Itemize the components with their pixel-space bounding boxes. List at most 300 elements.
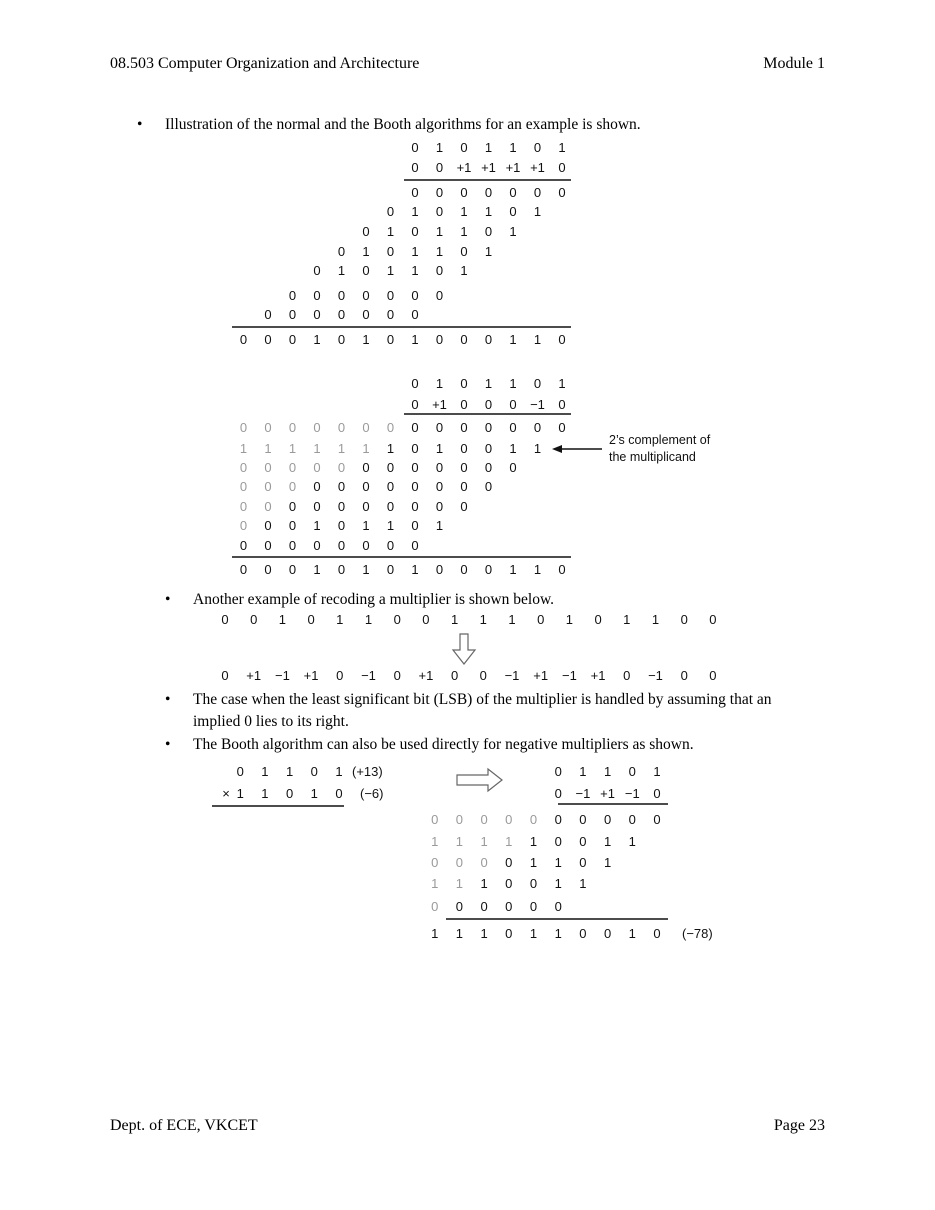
partial-product-digit: 0 xyxy=(509,185,517,200)
multiplier-digit: 1 xyxy=(651,612,660,627)
booth-row-digit: 0 xyxy=(484,420,493,435)
figure-normal-multiplication xyxy=(232,140,571,347)
booth-row-digit: 0 xyxy=(554,812,562,827)
booth-row-digit: 0 xyxy=(455,899,464,914)
product-digit: 0 xyxy=(558,562,566,577)
product-digit: 0 xyxy=(239,562,248,577)
multiplicand-digit: 1 xyxy=(509,140,517,155)
product-digit: 0 xyxy=(653,926,661,941)
multiplier-digit: 1 xyxy=(278,612,287,627)
booth-row-digit: 0 xyxy=(579,834,587,849)
booth-row-digit: 1 xyxy=(480,876,488,891)
product-value: (−78) xyxy=(682,926,713,941)
multiplier-digit: 0 xyxy=(411,160,419,175)
multiplier-digit: 1 xyxy=(565,612,574,627)
note-twos-complement: 2’s complement of xyxy=(609,433,711,447)
partial-product-digit: 1 xyxy=(460,263,468,278)
product-digit: 1 xyxy=(362,562,370,577)
booth-row-digit: 0 xyxy=(579,855,587,870)
booth-row-digit: 0 xyxy=(484,460,493,475)
product-digit: 0 xyxy=(264,332,272,347)
booth-row-digit: 0 xyxy=(362,499,370,514)
booth-row-digit: 0 xyxy=(579,812,587,827)
booth-row-digit: 1 xyxy=(455,834,464,849)
partial-product-digit: 0 xyxy=(558,185,566,200)
booth-row-digit: 0 xyxy=(239,479,248,494)
multiplier-digit: +1 xyxy=(432,397,447,412)
recoded-digit: 0 xyxy=(336,668,344,683)
booth-row-digit: 0 xyxy=(435,499,444,514)
booth-row-digit: 0 xyxy=(411,538,419,553)
booth-row-digit: 1 xyxy=(362,441,370,456)
product-digit: 0 xyxy=(337,562,346,577)
booth-multiplier-digit: 0 xyxy=(554,786,562,801)
product-digit: 0 xyxy=(386,562,395,577)
booth-row-digit: 0 xyxy=(455,855,464,870)
booth-row-digit: 0 xyxy=(435,479,444,494)
recoded-digit: 0 xyxy=(221,668,229,683)
recoded-digit: 0 xyxy=(623,668,631,683)
booth-row-digit: 1 xyxy=(480,834,488,849)
booth-row-digit: 0 xyxy=(411,499,419,514)
bullet-text: Illustration of the normal and the Booth algorithms for an example is shown. xyxy=(165,116,641,133)
header-course-title: 08.503 Computer Organization and Architecture xyxy=(110,55,420,72)
multiplicand-digit: 1 xyxy=(558,140,566,155)
recoded-digit: 0 xyxy=(709,668,717,683)
booth-row-digit: 0 xyxy=(288,479,297,494)
product-digit: 1 xyxy=(533,562,542,577)
multiplier-digit: +1 xyxy=(530,160,545,175)
partial-product-digit: 0 xyxy=(386,204,395,219)
booth-row-digit: 0 xyxy=(264,499,272,514)
partial-product-digit: 1 xyxy=(435,224,444,239)
booth-multiplicand-digit: 0 xyxy=(554,764,562,779)
booth-row-digit: 0 xyxy=(288,420,297,435)
multiplier-digit: 0 xyxy=(285,786,294,801)
booth-row-digit: 0 xyxy=(264,479,272,494)
booth-multiplier-digit: −1 xyxy=(624,786,640,801)
multiplier-digit: 0 xyxy=(250,612,258,627)
bullet-glyph: • xyxy=(165,736,171,753)
multiplier-digit: 0 xyxy=(422,612,430,627)
multiplier-digit: 0 xyxy=(221,612,229,627)
booth-row-digit: 0 xyxy=(480,899,488,914)
booth-row-digit: 1 xyxy=(362,518,370,533)
partial-product-digit: 0 xyxy=(386,307,395,322)
product-digit: 1 xyxy=(480,926,488,941)
recoded-digit: −1 xyxy=(361,668,376,683)
multiplier-digit: 1 xyxy=(364,612,373,627)
booth-row-digit: 0 xyxy=(533,420,542,435)
booth-row-digit: 0 xyxy=(362,538,370,553)
product-digit: 1 xyxy=(411,332,419,347)
booth-row-digit: 0 xyxy=(239,460,248,475)
partial-product-digit: 0 xyxy=(288,288,297,303)
booth-row-digit: 0 xyxy=(460,460,468,475)
booth-row-digit: 0 xyxy=(411,420,419,435)
booth-row-digit: 0 xyxy=(484,441,493,456)
booth-multiplicand-digit: 0 xyxy=(628,764,636,779)
multiplier-digit: −1 xyxy=(530,397,545,412)
recoded-digit: −1 xyxy=(504,668,520,683)
multiplier-digit: 0 xyxy=(393,612,401,627)
multiplicand-digit: 1 xyxy=(285,764,294,779)
multiplier-digit: 0 xyxy=(537,612,545,627)
booth-row-digit: 0 xyxy=(313,460,321,475)
booth-row-digit: 0 xyxy=(288,499,297,514)
booth-row-digit: 0 xyxy=(337,499,346,514)
booth-row-digit: 0 xyxy=(264,538,272,553)
partial-product-digit: 0 xyxy=(411,224,419,239)
product-digit: 0 xyxy=(603,926,612,941)
booth-row-digit: 0 xyxy=(239,538,248,553)
partial-product-digit: 1 xyxy=(386,263,395,278)
booth-row-digit: 0 xyxy=(460,441,468,456)
booth-row-digit: 0 xyxy=(386,538,395,553)
booth-row-digit: 0 xyxy=(460,420,468,435)
booth-row-digit: 0 xyxy=(558,420,566,435)
booth-row-digit: 0 xyxy=(362,420,370,435)
multiplicand-digit: 0 xyxy=(460,376,468,391)
booth-multiplier-digit: −1 xyxy=(575,786,591,801)
multiplicand-digit: 1 xyxy=(335,764,343,779)
multiplier-digit: 0 xyxy=(558,160,566,175)
times-sign: × xyxy=(222,786,230,801)
booth-row-digit: 1 xyxy=(288,441,297,456)
product-digit: 0 xyxy=(386,332,395,347)
product-digit: 1 xyxy=(313,562,321,577)
booth-row-digit: 0 xyxy=(603,812,612,827)
header-module: Module 1 xyxy=(763,55,825,72)
booth-row-digit: 0 xyxy=(337,420,346,435)
partial-product-digit: 1 xyxy=(362,244,370,259)
booth-row-digit: 0 xyxy=(239,499,248,514)
partial-product-digit: 0 xyxy=(484,185,493,200)
partial-product-digit: 1 xyxy=(460,204,468,219)
partial-product-digit: 0 xyxy=(460,244,468,259)
partial-product-digit: 0 xyxy=(533,185,542,200)
product-digit: 0 xyxy=(435,332,444,347)
booth-row-digit: 0 xyxy=(411,441,419,456)
multiplicand-digit: 1 xyxy=(484,376,493,391)
product-digit: 1 xyxy=(509,562,517,577)
partial-product-digit: 1 xyxy=(411,204,419,219)
partial-product-digit: 0 xyxy=(337,307,346,322)
partial-product-digit: 0 xyxy=(435,263,444,278)
booth-row-digit: 0 xyxy=(628,812,636,827)
bullet-glyph: • xyxy=(165,591,171,608)
product-digit: 0 xyxy=(435,562,444,577)
booth-row-digit: 0 xyxy=(239,518,248,533)
multiplier-digit: 0 xyxy=(594,612,602,627)
bullet-text: The Booth algorithm can also be used directly for negative multipliers as shown. xyxy=(193,736,694,753)
partial-product-digit: 0 xyxy=(337,244,346,259)
recoded-digit: −1 xyxy=(561,668,577,683)
partial-product-digit: 0 xyxy=(386,244,395,259)
multiplicand-digit: 0 xyxy=(236,764,244,779)
multiplier-digit: 1 xyxy=(508,612,516,627)
partial-product-digit: 0 xyxy=(362,307,370,322)
multiplier-digit: 1 xyxy=(450,612,459,627)
multiplier-digit: 0 xyxy=(335,786,343,801)
booth-row-digit: 1 xyxy=(431,834,439,849)
booth-row-digit: 1 xyxy=(435,441,444,456)
booth-row-digit: 0 xyxy=(460,479,468,494)
multiplier-digit: 1 xyxy=(623,612,631,627)
bullet-glyph: • xyxy=(137,116,143,133)
partial-product-digit: 0 xyxy=(484,224,493,239)
multiplicand-digit: 0 xyxy=(533,376,542,391)
booth-row-digit: 0 xyxy=(411,518,419,533)
partial-product-digit: 1 xyxy=(460,224,468,239)
partial-product-digit: 1 xyxy=(484,204,493,219)
recoded-digit: 0 xyxy=(393,668,401,683)
recoded-digit: −1 xyxy=(648,668,663,683)
booth-row-digit: 0 xyxy=(337,460,346,475)
product-digit: 0 xyxy=(239,332,248,347)
booth-row-digit: 0 xyxy=(460,499,468,514)
product-digit: 0 xyxy=(579,926,587,941)
booth-row-digit: 1 xyxy=(455,876,464,891)
multiplicand-value: (+13) xyxy=(352,764,383,779)
booth-row-digit: 0 xyxy=(509,460,517,475)
multiplier-digit: 0 xyxy=(307,612,315,627)
multiplier-digit: 1 xyxy=(310,786,318,801)
booth-row-digit: 0 xyxy=(288,460,297,475)
booth-row-digit: 0 xyxy=(480,855,488,870)
booth-row-digit: 0 xyxy=(386,479,395,494)
booth-row-digit: 0 xyxy=(505,876,513,891)
figure-negative-multiplier xyxy=(212,764,713,941)
booth-row-digit: 0 xyxy=(313,420,321,435)
partial-product-digit: 1 xyxy=(509,224,517,239)
product-digit: 1 xyxy=(529,926,538,941)
booth-multiplicand-digit: 1 xyxy=(653,764,661,779)
multiplicand-digit: 1 xyxy=(435,140,444,155)
booth-row-digit: 1 xyxy=(603,855,612,870)
booth-row-digit: 1 xyxy=(386,518,395,533)
booth-row-digit: 0 xyxy=(337,479,346,494)
booth-row-digit: 0 xyxy=(362,479,370,494)
partial-product-digit: 0 xyxy=(313,288,321,303)
multiplicand-digit: 0 xyxy=(411,140,419,155)
booth-row-digit: 0 xyxy=(313,499,321,514)
partial-product-digit: 0 xyxy=(337,288,346,303)
booth-row-digit: 1 xyxy=(529,855,538,870)
product-digit: 1 xyxy=(554,926,562,941)
booth-row-digit: 0 xyxy=(529,899,538,914)
booth-row-digit: 0 xyxy=(337,518,346,533)
product-digit: 0 xyxy=(505,926,513,941)
booth-row-digit: 0 xyxy=(480,812,488,827)
booth-row-digit: 0 xyxy=(431,899,439,914)
partial-product-digit: 0 xyxy=(362,263,370,278)
booth-row-digit: 1 xyxy=(603,834,612,849)
bullet-glyph: • xyxy=(165,691,171,708)
multiplier-digit: 0 xyxy=(558,397,566,412)
product-digit: 1 xyxy=(533,332,542,347)
figure-multiplier-recoding xyxy=(221,612,716,683)
booth-row-digit: 0 xyxy=(411,479,419,494)
booth-row-digit: 0 xyxy=(455,812,464,827)
booth-row-digit: 0 xyxy=(431,855,439,870)
recoded-digit: 0 xyxy=(450,668,459,683)
product-digit: 1 xyxy=(628,926,636,941)
booth-row-digit: 1 xyxy=(313,441,321,456)
product-digit: 0 xyxy=(484,562,493,577)
bullet-text: The case when the least significant bit (LSB) of the multiplier is handled by assuming that an xyxy=(193,691,772,708)
booth-row-digit: 1 xyxy=(431,876,439,891)
booth-row-digit: 0 xyxy=(529,812,538,827)
booth-row-digit: 0 xyxy=(505,812,513,827)
multiplier-digit: 1 xyxy=(479,612,487,627)
bullet-text-continued: implied 0 lies to its right. xyxy=(193,713,349,730)
multiplicand-digit: 0 xyxy=(411,376,419,391)
booth-row-digit: 1 xyxy=(264,441,272,456)
partial-product-digit: 0 xyxy=(411,185,419,200)
multiplier-value: (−6) xyxy=(360,786,384,801)
product-digit: 0 xyxy=(288,332,297,347)
booth-row-digit: 0 xyxy=(239,420,248,435)
booth-multiplier-digit: +1 xyxy=(600,786,616,801)
product-digit: 1 xyxy=(455,926,464,941)
booth-row-digit: 0 xyxy=(264,518,272,533)
booth-row-digit: 1 xyxy=(628,834,636,849)
booth-row-digit: 0 xyxy=(431,812,439,827)
booth-row-digit: 0 xyxy=(288,538,297,553)
booth-row-digit: 0 xyxy=(386,499,395,514)
footer-dept: Dept. of ECE, VKCET xyxy=(110,1117,258,1134)
partial-product-digit: 0 xyxy=(313,263,321,278)
partial-product-digit: 0 xyxy=(362,288,370,303)
multiplicand-digit: 0 xyxy=(310,764,318,779)
multiplier-digit: 0 xyxy=(709,612,717,627)
partial-product-digit: 0 xyxy=(460,185,468,200)
partial-product-digit: 1 xyxy=(411,263,419,278)
booth-row-digit: 1 xyxy=(533,441,542,456)
product-digit: 1 xyxy=(362,332,370,347)
booth-row-digit: 0 xyxy=(337,538,346,553)
booth-row-digit: 1 xyxy=(529,834,538,849)
product-digit: 0 xyxy=(460,332,468,347)
note-the-multiplicand: the multiplicand xyxy=(609,450,696,464)
partial-product-digit: 1 xyxy=(411,244,419,259)
recoded-digit: 0 xyxy=(680,668,688,683)
product-digit: 1 xyxy=(411,562,419,577)
booth-multiplicand-digit: 1 xyxy=(603,764,612,779)
booth-row-digit: 0 xyxy=(505,899,513,914)
multiplicand-digit: 0 xyxy=(533,140,542,155)
product-digit: 0 xyxy=(337,332,346,347)
booth-row-digit: 0 xyxy=(653,812,661,827)
booth-row-digit: 0 xyxy=(313,479,321,494)
product-digit: 1 xyxy=(313,332,321,347)
booth-row-digit: 1 xyxy=(313,518,321,533)
booth-row-digit: 1 xyxy=(579,876,587,891)
recoded-digit: +1 xyxy=(246,668,262,683)
product-digit: 1 xyxy=(431,926,439,941)
booth-multiplicand-digit: 1 xyxy=(579,764,587,779)
partial-product-digit: 1 xyxy=(484,244,493,259)
multiplicand-digit: 1 xyxy=(435,376,444,391)
multiplier-digit: +1 xyxy=(456,160,472,175)
multiplier-digit: +1 xyxy=(481,160,496,175)
multiplier-digit: 0 xyxy=(411,397,419,412)
product-digit: 0 xyxy=(288,562,297,577)
recoded-digit: +1 xyxy=(303,668,319,683)
multiplier-digit: 0 xyxy=(460,397,468,412)
booth-row-digit: 0 xyxy=(435,460,444,475)
booth-row-digit: 0 xyxy=(509,420,517,435)
partial-product-digit: 0 xyxy=(411,288,419,303)
booth-row-digit: 0 xyxy=(554,899,562,914)
partial-product-digit: 0 xyxy=(288,307,297,322)
booth-row-digit: 1 xyxy=(435,518,444,533)
booth-row-digit: 1 xyxy=(554,876,562,891)
booth-row-digit: 0 xyxy=(505,855,513,870)
multiplicand-digit: 0 xyxy=(460,140,468,155)
partial-product-digit: 0 xyxy=(386,288,395,303)
arrow-head-icon xyxy=(552,445,562,453)
booth-row-digit: 0 xyxy=(529,876,538,891)
booth-row-digit: 0 xyxy=(435,420,444,435)
partial-product-digit: 0 xyxy=(313,307,321,322)
partial-product-digit: 0 xyxy=(435,204,444,219)
product-digit: 0 xyxy=(460,562,468,577)
partial-product-digit: 1 xyxy=(435,244,444,259)
multiplier-digit: 1 xyxy=(236,786,244,801)
booth-row-digit: 0 xyxy=(313,538,321,553)
booth-multiplier-digit: 0 xyxy=(653,786,661,801)
multiplier-digit: 0 xyxy=(680,612,688,627)
booth-row-digit: 0 xyxy=(484,479,493,494)
booth-row-digit: 0 xyxy=(288,518,297,533)
recoded-digit: −1 xyxy=(274,668,290,683)
booth-row-digit: 1 xyxy=(554,855,562,870)
booth-row-digit: 0 xyxy=(554,834,562,849)
multiplicand-digit: 1 xyxy=(484,140,493,155)
multiplier-digit: 0 xyxy=(509,397,517,412)
down-arrow-icon xyxy=(453,634,475,664)
booth-row-digit: 0 xyxy=(386,460,395,475)
booth-row-digit: 1 xyxy=(505,834,513,849)
partial-product-digit: 1 xyxy=(386,224,395,239)
booth-row-digit: 1 xyxy=(509,441,517,456)
partial-product-digit: 0 xyxy=(435,288,444,303)
partial-product-digit: 0 xyxy=(411,307,419,322)
booth-row-digit: 0 xyxy=(264,420,272,435)
product-digit: 0 xyxy=(264,562,272,577)
booth-row-digit: 1 xyxy=(239,441,248,456)
recoded-digit: +1 xyxy=(590,668,606,683)
figure-booth-multiplication xyxy=(232,376,711,577)
booth-row-digit: 0 xyxy=(386,420,395,435)
partial-product-digit: 0 xyxy=(435,185,444,200)
booth-row-digit: 1 xyxy=(337,441,346,456)
multiplicand-digit: 1 xyxy=(509,376,517,391)
booth-row-digit: 1 xyxy=(386,441,395,456)
multiplier-digit: +1 xyxy=(505,160,521,175)
recoded-digit: +1 xyxy=(418,668,434,683)
partial-product-digit: 1 xyxy=(533,204,542,219)
recoded-digit: +1 xyxy=(533,668,549,683)
partial-product-digit: 1 xyxy=(337,263,346,278)
product-digit: 0 xyxy=(558,332,566,347)
partial-product-digit: 0 xyxy=(509,204,517,219)
right-arrow-icon xyxy=(457,769,502,791)
booth-row-digit: 0 xyxy=(411,460,419,475)
footer-page-number: Page 23 xyxy=(773,1117,825,1134)
